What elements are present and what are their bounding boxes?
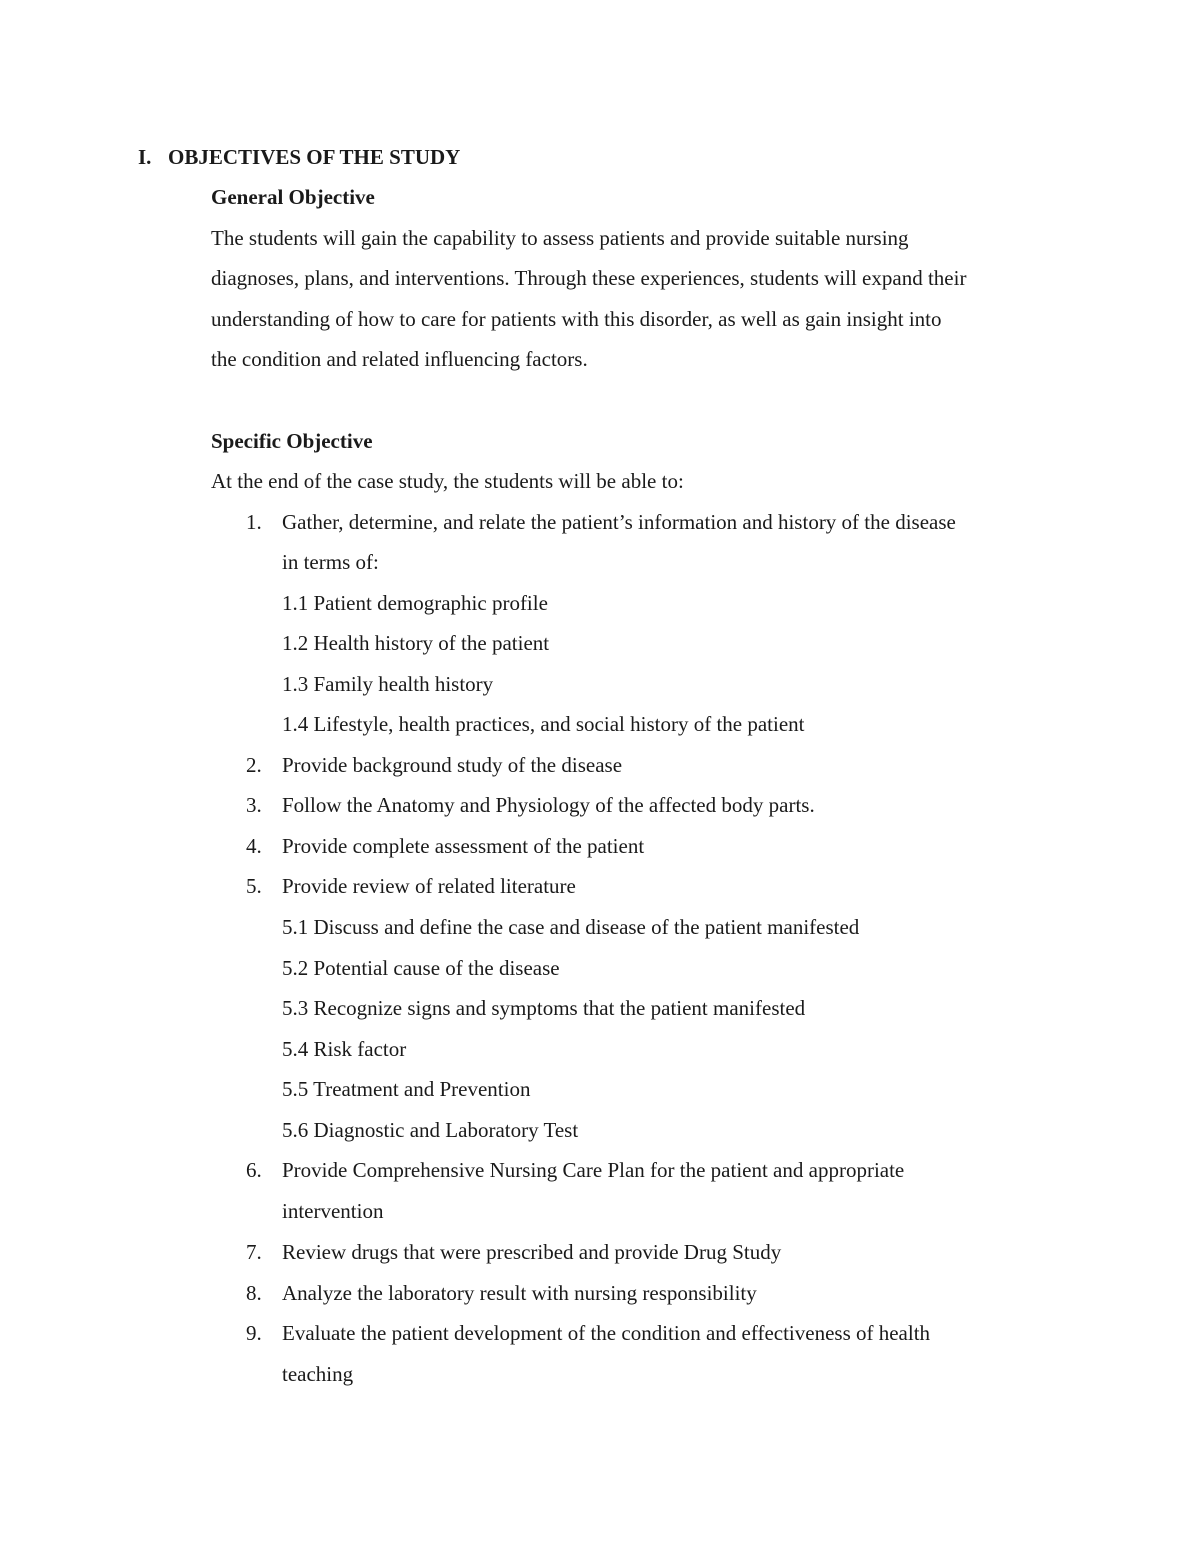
general-objective-line: diagnoses, plans, and interventions. Through these experiences, students will expand their bbox=[211, 266, 967, 290]
sub-item: 1.2 Health history of the patient bbox=[282, 631, 550, 655]
list-item-number: 3. bbox=[246, 793, 262, 817]
list-item-text: Provide review of related literature bbox=[282, 874, 576, 898]
list-item-text: teaching bbox=[282, 1362, 354, 1386]
sub-item: 1.3 Family health history bbox=[282, 672, 494, 696]
general-objective-heading: General Objective bbox=[211, 185, 375, 209]
list-item-number: 4. bbox=[246, 834, 262, 858]
sub-item: 5.2 Potential cause of the disease bbox=[282, 956, 560, 980]
general-objective-line: The students will gain the capability to assess patients and provide suitable nursing bbox=[211, 226, 909, 250]
list-item-text: Analyze the laboratory result with nursing responsibility bbox=[282, 1281, 757, 1305]
list-item-number: 9. bbox=[246, 1321, 262, 1345]
list-item-text: Provide background study of the disease bbox=[282, 753, 623, 777]
sub-item: 5.1 Discuss and define the case and disease of the patient manifested bbox=[282, 915, 860, 939]
list-item-text: Gather, determine, and relate the patient’s information and history of the disease bbox=[282, 510, 956, 534]
list-item-text: Evaluate the patient development of the condition and effectiveness of health bbox=[282, 1321, 931, 1345]
list-item-text: intervention bbox=[282, 1199, 384, 1223]
list-item-number: 6. bbox=[246, 1158, 262, 1182]
section-number: I. bbox=[138, 145, 152, 169]
list-item-text: Provide complete assessment of the patient bbox=[282, 834, 645, 858]
specific-objective-intro: At the end of the case study, the students will be able to: bbox=[211, 469, 684, 493]
list-item-number: 5. bbox=[246, 874, 262, 898]
list-item-number: 8. bbox=[246, 1281, 262, 1305]
sub-item: 5.3 Recognize signs and symptoms that the patient manifested bbox=[282, 996, 806, 1020]
list-item-text: Follow the Anatomy and Physiology of the affected body parts. bbox=[282, 793, 815, 817]
sub-item: 1.1 Patient demographic profile bbox=[282, 591, 548, 615]
sub-item: 5.6 Diagnostic and Laboratory Test bbox=[282, 1118, 579, 1142]
section-title: OBJECTIVES OF THE STUDY bbox=[168, 145, 461, 169]
list-item-text: Review drugs that were prescribed and provide Drug Study bbox=[282, 1240, 782, 1264]
specific-objective-heading: Specific Objective bbox=[211, 429, 373, 453]
sub-item: 5.4 Risk factor bbox=[282, 1037, 407, 1061]
sub-item: 5.5 Treatment and Prevention bbox=[282, 1077, 531, 1101]
list-item-number: 7. bbox=[246, 1240, 262, 1264]
list-item-text: Provide Comprehensive Nursing Care Plan for the patient and appropriate bbox=[282, 1158, 905, 1182]
general-objective-line: understanding of how to care for patients with this disorder, as well as gain insight into bbox=[211, 307, 942, 331]
list-item-number: 2. bbox=[246, 753, 262, 777]
general-objective-line: the condition and related influencing factors. bbox=[211, 347, 588, 371]
list-item-text: in terms of: bbox=[282, 550, 379, 574]
sub-item: 1.4 Lifestyle, health practices, and social history of the patient bbox=[282, 712, 805, 736]
list-item-number: 1. bbox=[246, 510, 262, 534]
